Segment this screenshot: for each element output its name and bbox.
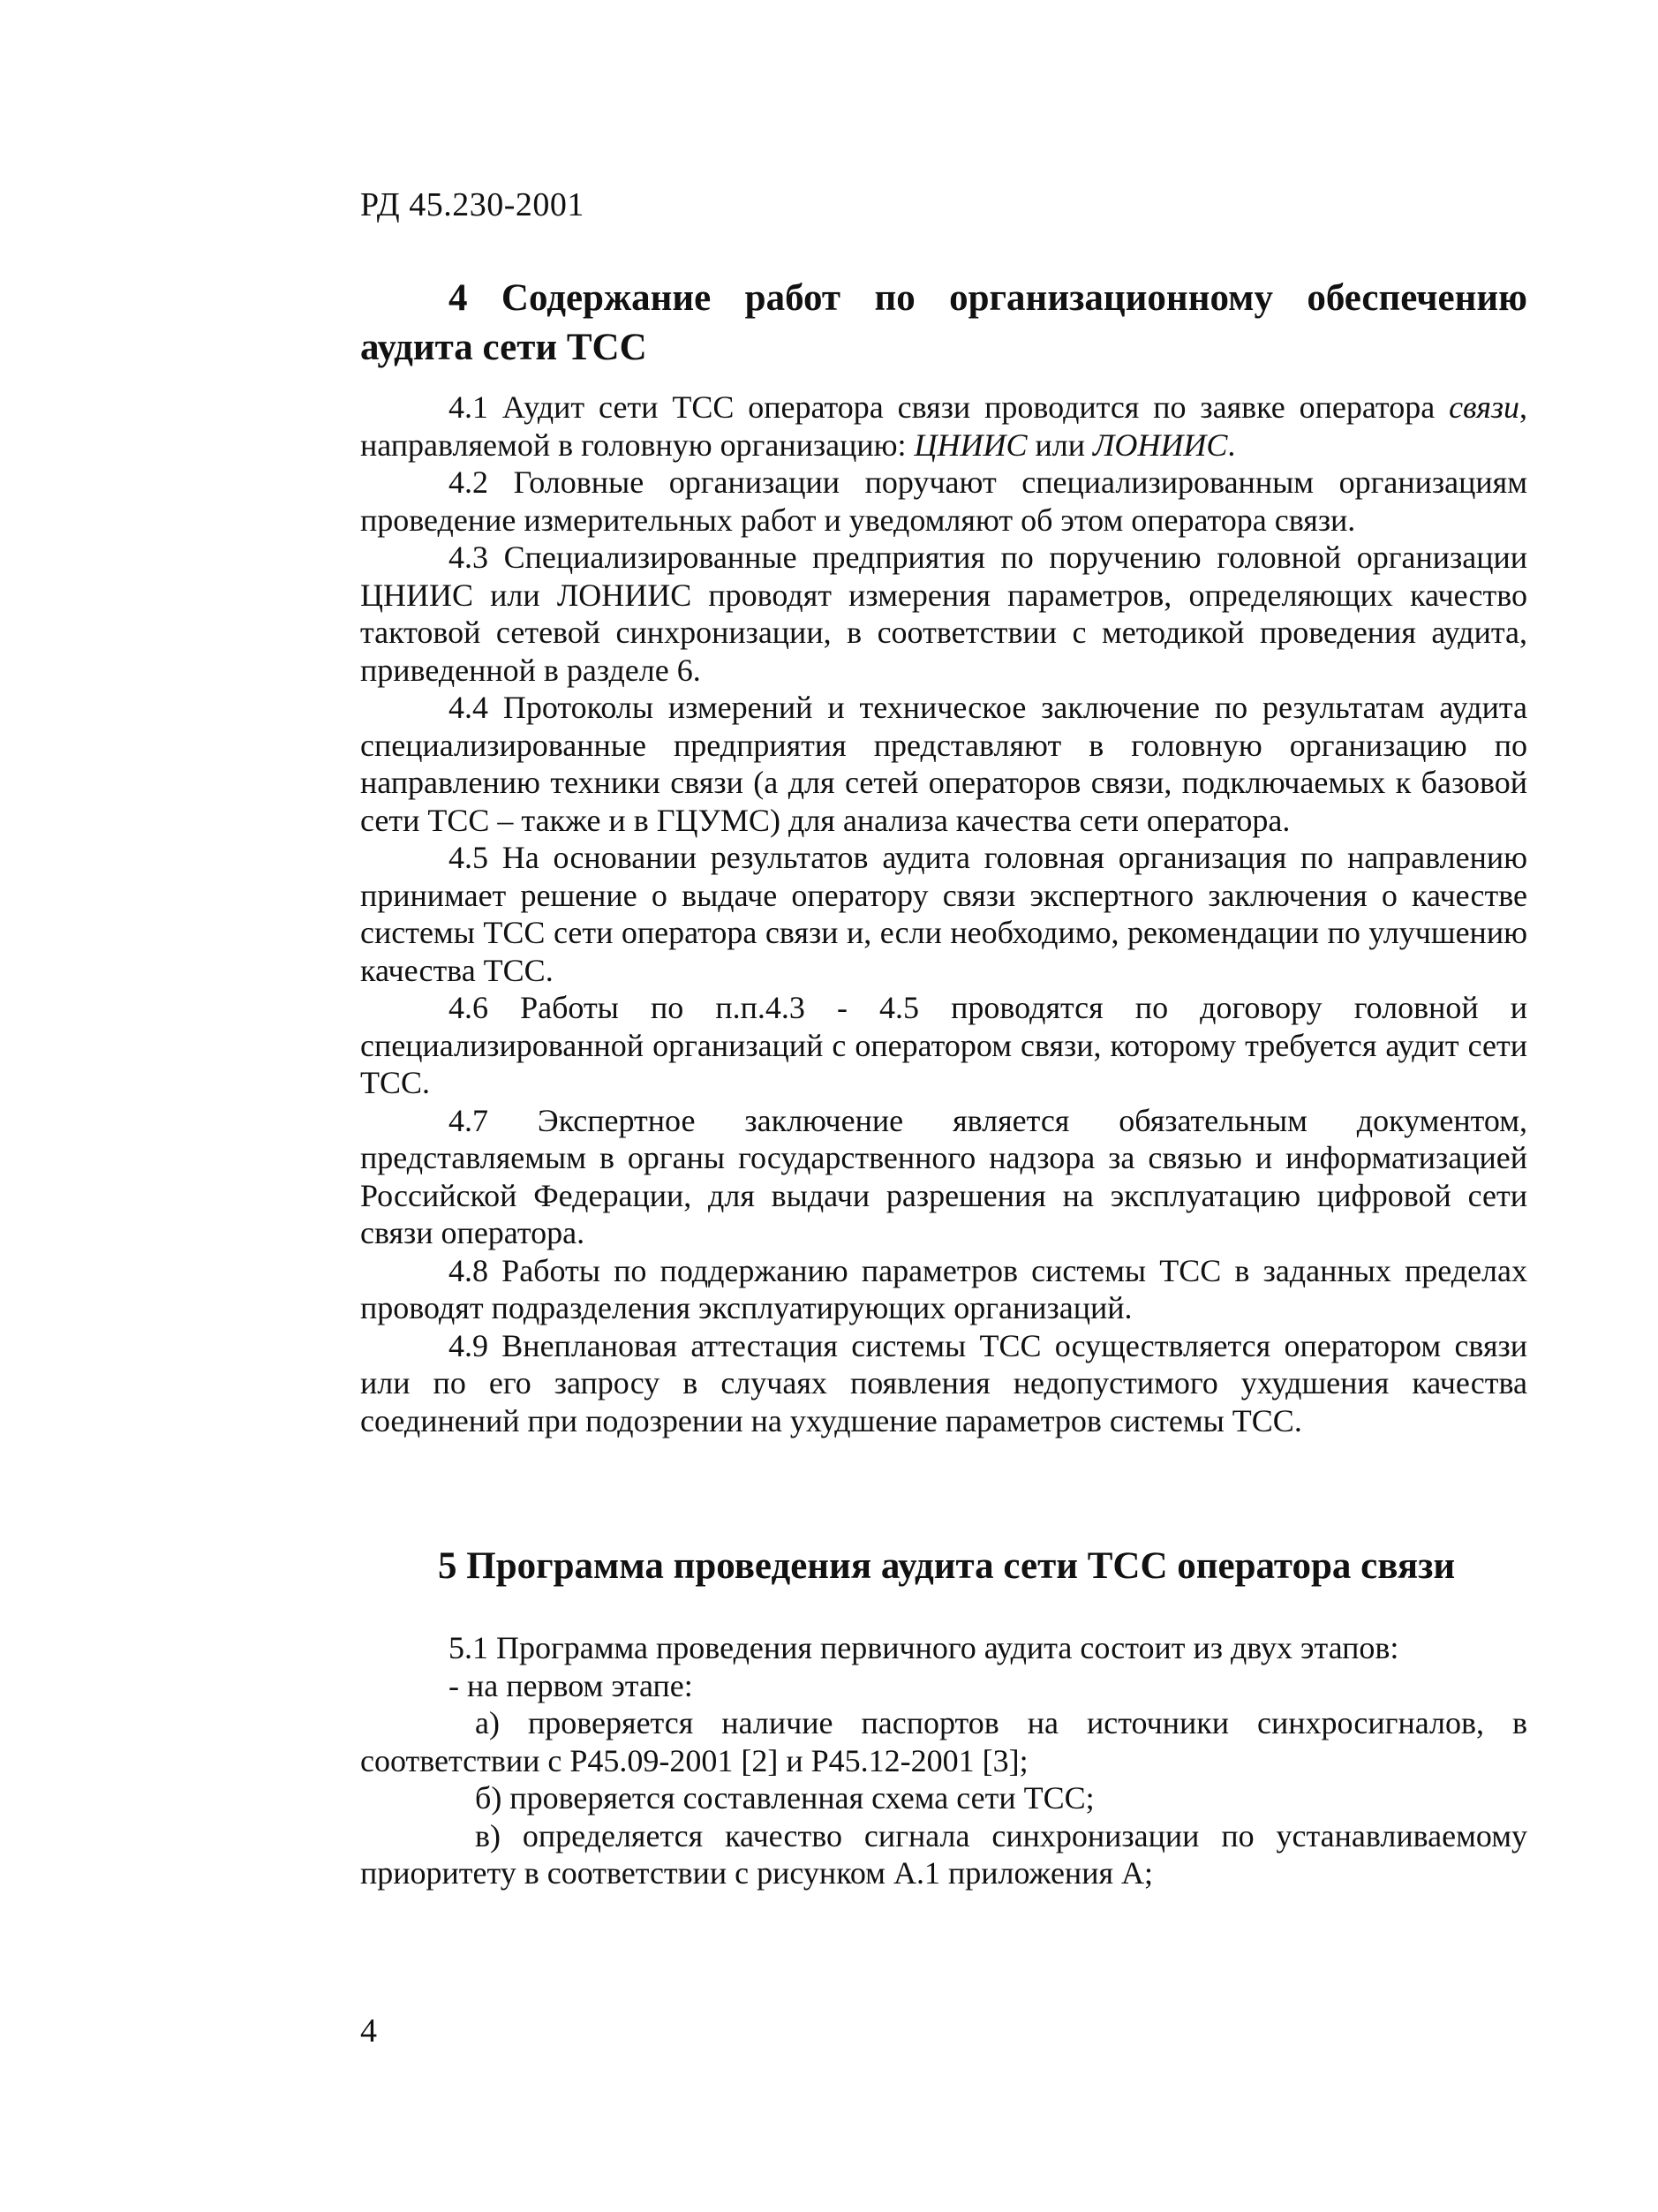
section-5-heading: 5 Программа проведения аудита сети ТСС оператора связи — [438, 1545, 1456, 1587]
paragraph-4-8: 4.8 Работы по поддержанию параметров системы ТСС в заданных пределах проводят подразделения эксплуатирующих организаций. — [360, 1252, 1527, 1325]
section-5-body — [360, 1629, 1527, 1892]
org-loniis: ЛОНИИС — [1093, 427, 1228, 463]
document-code: РД 45.230-2001 — [360, 186, 584, 223]
section-4-body — [360, 389, 1527, 1439]
paragraph-4-5: 4.5 На основании результатов аудита головная организация по направлению принимает решение о выдаче оператору связи экспертного заключения о качестве системы ТСС сети оператора связи и, если необходимо, рекомендации по улучшению качества ТСС. — [360, 840, 1527, 988]
paragraph-4-1-or: или — [1027, 427, 1094, 463]
paragraph-4-1-italic-word: связи — [1449, 389, 1519, 425]
list-item-a: а) проверяется наличие паспортов на источники синхросигналов, в соответствии с Р45.09-2001 [2] и Р45.12-2001 [3]; — [360, 1705, 1527, 1778]
page-number: 4 — [360, 2012, 377, 2050]
list-item-b: б) проверяется составленная схема сети ТСС; — [475, 1780, 1095, 1816]
section-4-heading-line2: аудита сети ТСС — [360, 327, 647, 368]
paragraph-5-1: 5.1 Программа проведения первичного аудита состоит из двух этапов: — [448, 1630, 1399, 1665]
section-4-heading — [360, 274, 1527, 373]
paragraph-4-1-middle: , направляемой в головную организацию: — [360, 389, 1527, 463]
paragraph-4-1-end: . — [1227, 427, 1236, 463]
paragraph-4-7: 4.7 Экспертное заключение является обязательным документом, представляемым в органы государственного надзора за связью и информатизацией Российской Федерации, для выдачи разрешения на эксплуатацию цифровой сети связи оператора. — [360, 1102, 1527, 1250]
paragraph-4-6: 4.6 Работы по п.п.4.3 - 4.5 проводятся по договору головной и специализированной организаций с оператором связи, которому требуется аудит сети ТСС. — [360, 990, 1527, 1100]
paragraph-4-4: 4.4 Протоколы измерений и техническое заключение по результатам аудита специализированные предприятия представляют в головную организацию по направлению техники связи (а для сетей операторов связи, подключаемых к базовой сети ТСС – также и в ГЦУМС) для анализа качества сети оператора. — [360, 690, 1527, 838]
paragraph-4-1-text: 4.1 Аудит сети ТСС оператора связи проводится по заявке оператора — [448, 389, 1436, 425]
paragraph-4-1 — [360, 389, 1527, 464]
list-item-v: в) определяется качество сигнала синхронизации по устанавливаемому приоритету в соответствии с рисунком А.1 приложения А; — [360, 1817, 1527, 1891]
section-4-heading-line1: 4 Содержание работ по организационному обеспечению — [448, 277, 1527, 319]
paragraph-4-3: 4.3 Специализированные предприятия по поручению головной организации ЦНИИС или ЛОНИИС проводят измерения параметров, определяющих качество тактовой сетевой синхронизации, в соответствии с методикой проведения аудита, приведенной в разделе 6. — [360, 540, 1527, 688]
paragraph-4-9: 4.9 Внеплановая аттестация системы ТСС осуществляется оператором связи или по его запросу в случаях появления недопустимого ухудшения качества соединений при подозрении на ухудшение параметров системы ТСС. — [360, 1327, 1527, 1438]
org-tsniis: ЦНИИС — [914, 427, 1028, 463]
stage-1-label: - на первом этапе: — [448, 1667, 693, 1703]
paragraph-4-2: 4.2 Головные организации поручают специализированным организациям проведение измерительных работ и уведомляют об этом оператора связи. — [360, 464, 1527, 538]
